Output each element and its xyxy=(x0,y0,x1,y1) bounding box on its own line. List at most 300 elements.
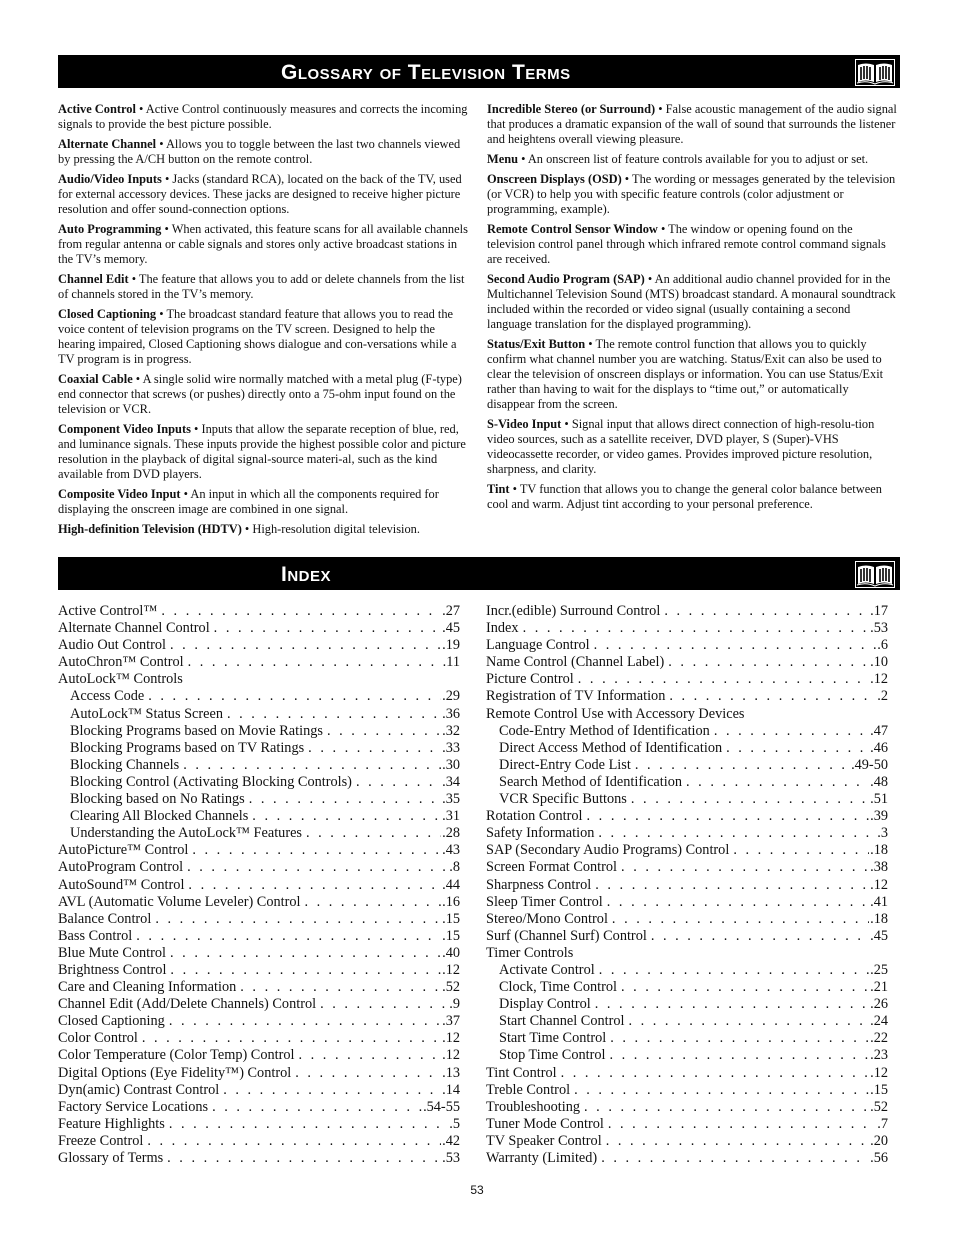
index-entry xyxy=(58,654,460,671)
index-dot-leader xyxy=(621,859,869,876)
index-page-number: .47 xyxy=(870,722,888,739)
index-page-number: .28 xyxy=(442,825,460,842)
index-entry xyxy=(58,808,460,825)
index-entry xyxy=(58,996,460,1013)
glossary-term: Channel Edit xyxy=(58,272,129,286)
index-page-number: .33 xyxy=(442,739,460,756)
index-entry-label: Remote Control Use with Accessory Devices xyxy=(486,705,745,722)
index-entry-label: Troubleshooting xyxy=(486,1098,581,1115)
index-dot-leader xyxy=(669,688,876,705)
index-heading: Index xyxy=(281,563,332,586)
index-entry-label: Tint Control xyxy=(486,1064,557,1081)
index-entry xyxy=(486,654,888,671)
index-dot-leader xyxy=(606,1133,869,1150)
index-entry-label: Timer Controls xyxy=(486,944,574,961)
index-entry-label: Registration of TV Information xyxy=(486,688,666,705)
index-page-number: .20 xyxy=(870,1132,888,1149)
glossary-definition: When activated, this feature scans for all available channels from regular antenna or cable signals and stores only active broadcast stations in the TV’s memory. xyxy=(58,222,468,266)
index-page-number: .38 xyxy=(870,859,888,876)
glossary-entry: Coaxial Cable • A single solid wire normally matched with a metal plug (F-type) end connector that screws (or pushes) directly onto a 75-ohm input found on the television or VCR. xyxy=(58,372,462,416)
glossary-definition: The feature that allows you to add or delete channels from the list of channels stored in the TV’s memory. xyxy=(58,272,465,301)
index-dot-leader xyxy=(686,774,869,791)
index-entry-label: Display Control xyxy=(499,996,591,1013)
index-entry xyxy=(486,723,888,740)
index-page-number: .27 xyxy=(442,603,460,619)
index-entry xyxy=(486,894,888,911)
index-entry-label: Care and Cleaning Information xyxy=(58,979,237,996)
index-entry-label: Direct-Entry Code List xyxy=(499,756,631,773)
index-entry-label: Tuner Mode Control xyxy=(486,1115,604,1132)
index-entry-label: Sleep Timer Control xyxy=(486,893,603,910)
index-page-number: .12 xyxy=(442,1030,460,1047)
index-page-number: .37 xyxy=(442,1013,460,1030)
index-entry-label: Blue Mute Control xyxy=(58,944,167,961)
index-dot-leader xyxy=(240,979,441,996)
index-dot-leader xyxy=(574,1082,869,1099)
glossary-term: Incredible Stereo (or Surround) xyxy=(487,102,656,116)
index-page-number: .44 xyxy=(442,876,460,893)
index-page-number: .22 xyxy=(870,1030,888,1047)
index-page-number: .16 xyxy=(442,893,460,910)
index-entry-label: Direct Access Method of Identification xyxy=(499,739,723,756)
glossary-definition: The wording or messages generated by the television (or VCR) to help you with specific feature controls (color adjustment or programming, example). xyxy=(487,172,896,216)
index-dot-leader xyxy=(584,1099,869,1116)
index-page-number: .26 xyxy=(870,996,888,1013)
index-page-number: .7 xyxy=(877,1115,888,1132)
index-dot-leader xyxy=(320,996,448,1013)
glossary-entry: Audio/Video Inputs • Jacks (standard RCA), located on the back of the TV, used for external accessory devices. These jacks are designed to receive higher picture resolution and offer sound-connection options. xyxy=(58,172,462,216)
index-page-number: .39 xyxy=(870,808,888,825)
glossary-heading-banner xyxy=(58,55,900,88)
index-entry xyxy=(486,825,888,842)
glossary-term: Menu xyxy=(487,152,518,166)
index-dot-leader xyxy=(188,877,441,894)
index-entry xyxy=(486,603,888,620)
glossary-term: Alternate Channel xyxy=(58,137,157,151)
index-entry-label: Active Control™ xyxy=(58,603,158,619)
index-entry xyxy=(58,894,460,911)
index-page-number: .31 xyxy=(442,808,460,825)
index-entry-label: Blocking Programs based on Movie Ratings xyxy=(70,722,323,739)
index-entry xyxy=(58,1065,460,1082)
index-entry xyxy=(58,945,460,962)
index-entry-label: Understanding the AutoLock™ Features xyxy=(70,825,302,842)
glossary-term: S-Video Input xyxy=(487,417,562,431)
index-dot-leader xyxy=(136,928,441,945)
index-entry-label: Stereo/Mono Control xyxy=(486,910,608,927)
index-entry xyxy=(486,757,888,774)
index-entry xyxy=(486,859,888,876)
index-dot-leader xyxy=(668,654,869,671)
index-entry xyxy=(58,1116,460,1133)
index-dot-leader xyxy=(169,1013,441,1030)
index-dot-leader xyxy=(295,1065,441,1082)
glossary-definition: High-resolution digital television. xyxy=(252,522,420,536)
index-entry-label: Code-Entry Method of Identification xyxy=(499,722,710,739)
index-entry-label: Safety Information xyxy=(486,825,595,842)
index-entry-label: Audio Out Control xyxy=(58,637,167,654)
index-entry xyxy=(486,706,888,723)
index-entry-label: AutoPicture™ Control xyxy=(58,842,189,859)
index-dot-leader xyxy=(308,740,441,757)
glossary-term: Closed Captioning xyxy=(58,307,157,321)
glossary-entry: Menu • An onscreen list of feature controls available for you to adjust or set. xyxy=(487,152,869,166)
index-entry-label: Warranty (Limited) xyxy=(486,1150,598,1166)
index-entry xyxy=(486,637,888,654)
index-entry xyxy=(486,877,888,894)
glossary-term: Auto Programming xyxy=(58,222,162,236)
index-entry-label: Picture Control xyxy=(486,671,574,688)
glossary-term: Active Control xyxy=(58,102,136,116)
index-entry xyxy=(58,671,460,688)
index-dot-leader xyxy=(664,603,869,620)
glossary-entry: Remote Control Sensor Window • The window or opening found on the television control panel through which infrared remote control command signals are received. xyxy=(487,222,886,266)
index-entry-label: Sharpness Control xyxy=(486,876,592,893)
index-heading-banner xyxy=(58,557,900,590)
index-entry-label: Start Time Control xyxy=(499,1030,607,1047)
index-dot-leader xyxy=(612,911,869,928)
index-page-number: .2 xyxy=(877,688,888,705)
index-entry xyxy=(486,996,888,1013)
index-dot-leader xyxy=(304,894,441,911)
glossary-definition: Signal input that allows direct connection of high-resolu-tion video sources, such as a satellite receiver, DVD player, S (Super)-VHS videocassette recorder, or video games. Provides improved picture resolution, sharpness, and clarity. xyxy=(487,417,875,476)
glossary-term: High-definition Television (HDTV) xyxy=(58,522,242,536)
glossary-term: Coaxial Cable xyxy=(58,372,133,386)
index-page-number: .49-50 xyxy=(851,756,888,773)
index-entry xyxy=(486,911,888,928)
index-page-number: .8 xyxy=(449,859,460,876)
index-dot-leader xyxy=(227,706,441,723)
index-page-number: .3 xyxy=(877,825,888,842)
index-page-number: .30 xyxy=(442,756,460,773)
index-entry xyxy=(58,706,460,723)
glossary-entry: Component Video Inputs • Inputs that allow the separate reception of blue, red, and luminance signals. These inputs provide the highest possible color and picture resolution in the playback of digital signal-source materi-al, such as the kind available from DVD players. xyxy=(58,422,466,481)
index-entry xyxy=(486,1030,888,1047)
index-page-number: .51 xyxy=(870,791,888,808)
index-page-number: .12 xyxy=(442,1047,460,1064)
index-dot-leader xyxy=(733,842,869,859)
index-page-number: .46 xyxy=(870,739,888,756)
index-entry xyxy=(58,688,460,705)
index-page-number: .14 xyxy=(442,1081,460,1098)
index-page-number: .5 xyxy=(449,1115,460,1132)
index-page-number: .17 xyxy=(870,603,888,619)
page-number: 53 xyxy=(470,1183,484,1197)
glossary-term: Audio/Video Inputs xyxy=(58,172,162,186)
index-entry xyxy=(486,671,888,688)
index-dot-leader xyxy=(192,842,441,859)
index-page-number: .11 xyxy=(442,654,460,671)
index-dot-leader xyxy=(561,1065,870,1082)
index-entry-label: Blocking Programs based on TV Ratings xyxy=(70,739,305,756)
index-entry-label: Rotation Control xyxy=(486,808,583,825)
glossary-entry: Composite Video Input • An input in which all the components required for displaying the onscreen image are combined in one signal. xyxy=(58,487,439,516)
glossary-definition: False acoustic management of the audio signal that produces a dramatic expansion of the wall of sound that surrounds the listener and heightens overall viewing pleasure. xyxy=(487,102,897,146)
index-entry-label: Brightness Control xyxy=(58,961,167,978)
index-entry-label: VCR Specific Buttons xyxy=(499,791,627,808)
index-entry xyxy=(486,945,888,962)
index-right-column xyxy=(486,603,888,1167)
glossary-term: Status/Exit Button xyxy=(487,337,586,351)
index-entry xyxy=(486,791,888,808)
index-entry xyxy=(486,1099,888,1116)
index-entry-label: Search Method of Identification xyxy=(499,773,683,790)
index-page-number: .18 xyxy=(870,910,888,927)
index-entry-label: AutoLock™ Controls xyxy=(58,671,183,688)
glossary-entry: Incredible Stereo (or Surround) • False acoustic management of the audio signal that produces a dramatic expansion of the wall of sound that surrounds the listener and heightens overall viewing pleasure. xyxy=(487,102,897,146)
index-entry xyxy=(58,928,460,945)
index-dot-leader xyxy=(595,877,869,894)
index-entry xyxy=(486,1116,888,1133)
glossary-left-column xyxy=(58,102,468,542)
index-entry-label: Language Control xyxy=(486,637,590,654)
index-page-number: .21 xyxy=(870,979,888,996)
glossary-entry: Onscreen Displays (OSD) • The wording or messages generated by the television (or VCR) to help you with specific feature controls (color adjustment or programming, example). xyxy=(487,172,896,216)
glossary-definition: TV function that allows you to change the general color balance between cool and warm. Adjust tint according to your personal preference. xyxy=(487,482,882,511)
glossary-heading: Glossary of Television Terms xyxy=(281,61,571,84)
index-entry xyxy=(486,1013,888,1030)
index-entry-label: Blocking Channels xyxy=(70,756,180,773)
index-dot-leader xyxy=(609,1047,869,1064)
index-left-column xyxy=(58,603,460,1167)
glossary-term: Composite Video Input xyxy=(58,487,181,501)
index-page-number: .43 xyxy=(442,842,460,859)
index-entry xyxy=(58,962,460,979)
index-page-number: .45 xyxy=(870,927,888,944)
index-entry-label: SAP (Secondary Audio Programs) Control xyxy=(486,842,730,859)
index-dot-leader xyxy=(651,928,869,945)
glossary-entry: High-definition Television (HDTV) • High-resolution digital television. xyxy=(58,522,420,536)
index-entry xyxy=(486,1133,888,1150)
index-dot-leader xyxy=(598,825,876,842)
index-dot-leader xyxy=(621,979,869,996)
index-dot-leader xyxy=(223,1082,441,1099)
glossary-definition: Allows you to toggle between the last two channels viewed by pressing the A/CH button on the remote control. xyxy=(58,137,461,166)
glossary-definition: The window or opening found on the television control panel through which infrared remote control command signals are received. xyxy=(487,222,886,266)
index-entry xyxy=(58,859,460,876)
glossary-term: Second Audio Program (SAP) xyxy=(487,272,645,286)
index-entry xyxy=(58,1150,460,1167)
glossary-entry: Closed Captioning • The broadcast standard feature that allows you to read the voice content of television programs on the TV screen. Designed to help the hearing impaired, Closed Captioning shows dialogue and con-versations while a TV program is in progress. xyxy=(58,307,457,366)
index-entry-label: Freeze Control xyxy=(58,1132,144,1149)
index-entry-label: Incr.(edible) Surround Control xyxy=(486,603,661,619)
index-dot-leader xyxy=(726,740,869,757)
index-dot-leader xyxy=(299,1047,442,1064)
glossary-term: Remote Control Sensor Window xyxy=(487,222,658,236)
index-entry xyxy=(58,1082,460,1099)
index-entry xyxy=(58,911,460,928)
index-entry xyxy=(486,1082,888,1099)
index-page-number: .10 xyxy=(870,654,888,671)
index-page-number: .29 xyxy=(442,688,460,705)
glossary-definition: A single solid wire normally matched with a metal plug (F-type) end connector that screws (or pushes) directly onto a 75-ohm input found on the television or VCR. xyxy=(58,372,462,416)
index-dot-leader xyxy=(631,791,869,808)
index-entry xyxy=(58,1099,460,1116)
index-entry xyxy=(486,688,888,705)
glossary-entry: Active Control • Active Control continuously measures and corrects the incoming signals to provide the best picture possible. xyxy=(58,102,468,131)
glossary-definition: The remote control function that allows you to quickly confirm what channel number you are watching. Status/Exit can also be used to clear the television of onscreen displays or information. You can use Status/Exit rather than having to wait for the displays to “time out,” or automatically disappear from the screen. xyxy=(487,337,884,411)
index-entry-label: Screen Format Control xyxy=(486,859,618,876)
index-entry xyxy=(58,825,460,842)
index-entry xyxy=(58,791,460,808)
glossary-right-column xyxy=(487,102,897,517)
index-entry-label: AutoProgram Control xyxy=(58,859,184,876)
index-entry xyxy=(486,740,888,757)
index-dot-leader xyxy=(183,757,441,774)
index-dot-leader xyxy=(142,1030,441,1047)
index-dot-leader xyxy=(628,1013,869,1030)
glossary-entry: S-Video Input • Signal input that allows direct connection of high-resolu-tion video sources, such as a satellite receiver, DVD player, S (Super)-VHS videocassette recorder, or video games. Provides improved picture resolution, sharpness, and clarity. xyxy=(487,417,875,476)
glossary-entry: Channel Edit • The feature that allows you to add or delete channels from the list of channels stored in the TV’s memory. xyxy=(58,272,465,301)
index-entry xyxy=(486,620,888,637)
index-entry xyxy=(58,757,460,774)
index-dot-leader xyxy=(607,894,869,911)
index-entry-label: Index xyxy=(486,620,519,637)
index-page-number: .53 xyxy=(442,1150,460,1166)
index-entry-label: Digital Options (Eye Fidelity™) Control xyxy=(58,1064,292,1081)
glossary-entry: Alternate Channel • Allows you to toggle between the last two channels viewed by pressing the A/CH button on the remote control. xyxy=(58,137,461,166)
index-page-number: .34 xyxy=(442,773,460,790)
index-page-number: .41 xyxy=(870,893,888,910)
index-dot-leader xyxy=(599,962,869,979)
index-entry xyxy=(58,774,460,791)
index-entry-label: Activate Control xyxy=(499,961,595,978)
index-entry xyxy=(58,620,460,637)
index-page-number: .32 xyxy=(442,722,460,739)
glossary-definition: Jacks (standard RCA), located on the back of the TV, used for external accessory devices. These jacks are designed to receive higher picture resolution and offer sound-connection options. xyxy=(58,172,462,216)
index-entry xyxy=(486,808,888,825)
index-page-number: .9 xyxy=(449,996,460,1013)
index-page-number: .52 xyxy=(870,1098,888,1115)
index-dot-leader xyxy=(167,1150,441,1167)
index-entry-label: Dyn(amic) Contrast Control xyxy=(58,1081,220,1098)
index-dot-leader xyxy=(595,996,869,1013)
index-dot-leader xyxy=(635,757,850,774)
index-dot-leader xyxy=(161,603,441,620)
index-entry-label: Treble Control xyxy=(486,1081,571,1098)
index-page-number: .42 xyxy=(442,1132,460,1149)
index-entry-label: Surf (Channel Surf) Control xyxy=(486,927,647,944)
index-dot-leader xyxy=(714,723,869,740)
index-entry-label: Color Control xyxy=(58,1030,138,1047)
index-dot-leader xyxy=(212,1099,422,1116)
index-entry xyxy=(486,962,888,979)
index-dot-leader xyxy=(249,791,441,808)
index-dot-leader xyxy=(601,1150,869,1167)
index-entry-label: Blocking Control (Activating Blocking Controls) xyxy=(70,773,352,790)
index-entry xyxy=(58,603,460,620)
glossary-definition: The broadcast standard feature that allows you to read the voice content of television programs on the TV screen. Designed to help the hearing impaired, Closed Captioning shows dialogue and con-versations while a TV program is in progress. xyxy=(58,307,457,366)
glossary-definition: An additional audio channel provided for in the Multichannel Television Sound (MTS) broadcast standard. A monaural soundtrack included within the recorded or video signal (usually containing a second language translation for the displayed programming). xyxy=(487,272,896,331)
index-dot-leader xyxy=(594,637,877,654)
index-dot-leader xyxy=(578,671,869,688)
index-entry-label: Feature Highlights xyxy=(58,1115,165,1132)
index-entry-label: Closed Captioning xyxy=(58,1013,165,1030)
index-page-number: .36 xyxy=(442,705,460,722)
index-page-number: .13 xyxy=(442,1064,460,1081)
index-entry-label: Clearing All Blocked Channels xyxy=(70,808,249,825)
index-entry-label: Alternate Channel Control xyxy=(58,620,210,637)
index-dot-leader xyxy=(523,620,870,637)
index-dot-leader xyxy=(155,911,441,928)
index-page-number: .25 xyxy=(870,961,888,978)
index-page-number: .19 xyxy=(442,637,460,654)
index-dot-leader xyxy=(170,637,441,654)
index-entry-label: Name Control (Channel Label) xyxy=(486,654,665,671)
index-page-number: .48 xyxy=(870,773,888,790)
index-page-number: .6 xyxy=(877,637,888,654)
glossary-definition: Inputs that allow the separate reception of blue, red, and luminance signals. These inputs provide the highest possible color and picture resolution in the playback of digital signal-source materi-al, such as the kind available from DVD players. xyxy=(58,422,466,481)
index-dot-leader xyxy=(608,1116,876,1133)
index-page-number: .23 xyxy=(870,1047,888,1064)
index-entry xyxy=(58,740,460,757)
index-entry xyxy=(58,1047,460,1064)
index-dot-leader xyxy=(306,825,441,842)
index-entry xyxy=(486,1047,888,1064)
index-dot-leader xyxy=(187,859,448,876)
index-dot-leader xyxy=(610,1030,869,1047)
index-entry-label: Glossary of Terms xyxy=(58,1150,164,1166)
index-dot-leader xyxy=(147,1133,441,1150)
index-page-number: .56 xyxy=(870,1150,888,1166)
index-entry xyxy=(58,1133,460,1150)
index-entry-label: Access Code xyxy=(70,688,145,705)
index-page-number: .53 xyxy=(870,620,888,637)
index-page-number: .12 xyxy=(442,961,460,978)
index-entry xyxy=(58,723,460,740)
index-entry-label: AVL (Automatic Volume Leveler) Control xyxy=(58,893,301,910)
index-entry xyxy=(58,637,460,654)
index-page-number: .15 xyxy=(870,1081,888,1098)
glossary-definition: Active Control continuously measures and corrects the incoming signals to provide the best picture possible. xyxy=(58,102,468,131)
index-entry xyxy=(486,842,888,859)
index-page-number: .52 xyxy=(442,979,460,996)
index-dot-leader xyxy=(252,808,441,825)
index-entry xyxy=(58,979,460,996)
index-entry-label: Start Channel Control xyxy=(499,1013,625,1030)
index-entry-label: Channel Edit (Add/Delete Channels) Control xyxy=(58,996,317,1013)
index-dot-leader xyxy=(356,774,441,791)
index-entry xyxy=(58,842,460,859)
glossary-term: Component Video Inputs xyxy=(58,422,191,436)
index-entry xyxy=(486,1065,888,1082)
index-dot-leader xyxy=(170,962,441,979)
index-page-number: .12 xyxy=(870,671,888,688)
index-entry xyxy=(58,1013,460,1030)
open-book-icon xyxy=(855,59,895,86)
index-page-number: .12 xyxy=(870,1064,888,1081)
index-page-number: .24 xyxy=(870,1013,888,1030)
index-entry-label: Bass Control xyxy=(58,927,133,944)
index-dot-leader xyxy=(327,723,441,740)
index-entry-label: Stop Time Control xyxy=(499,1047,606,1064)
index-page-number: .18 xyxy=(870,842,888,859)
index-dot-leader xyxy=(188,654,442,671)
open-book-icon xyxy=(855,561,895,588)
index-page-number: .35 xyxy=(442,791,460,808)
index-entry-label: Factory Service Locations xyxy=(58,1098,209,1115)
glossary-entry: Second Audio Program (SAP) • An additional audio channel provided for in the Multichannel Television Sound (MTS) broadcast standard. A monaural soundtrack included within the recorded or video signal (usually containing a second language translation for the displayed programming). xyxy=(487,272,896,331)
index-entry-label: AutoLock™ Status Screen xyxy=(70,705,223,722)
index-entry-label: Clock, Time Control xyxy=(499,979,617,996)
index-entry xyxy=(486,928,888,945)
index-page-number: .12 xyxy=(870,876,888,893)
index-dot-leader xyxy=(214,620,441,637)
index-entry xyxy=(486,774,888,791)
index-entry xyxy=(486,1150,888,1167)
index-entry xyxy=(486,979,888,996)
index-page-number: .15 xyxy=(442,927,460,944)
